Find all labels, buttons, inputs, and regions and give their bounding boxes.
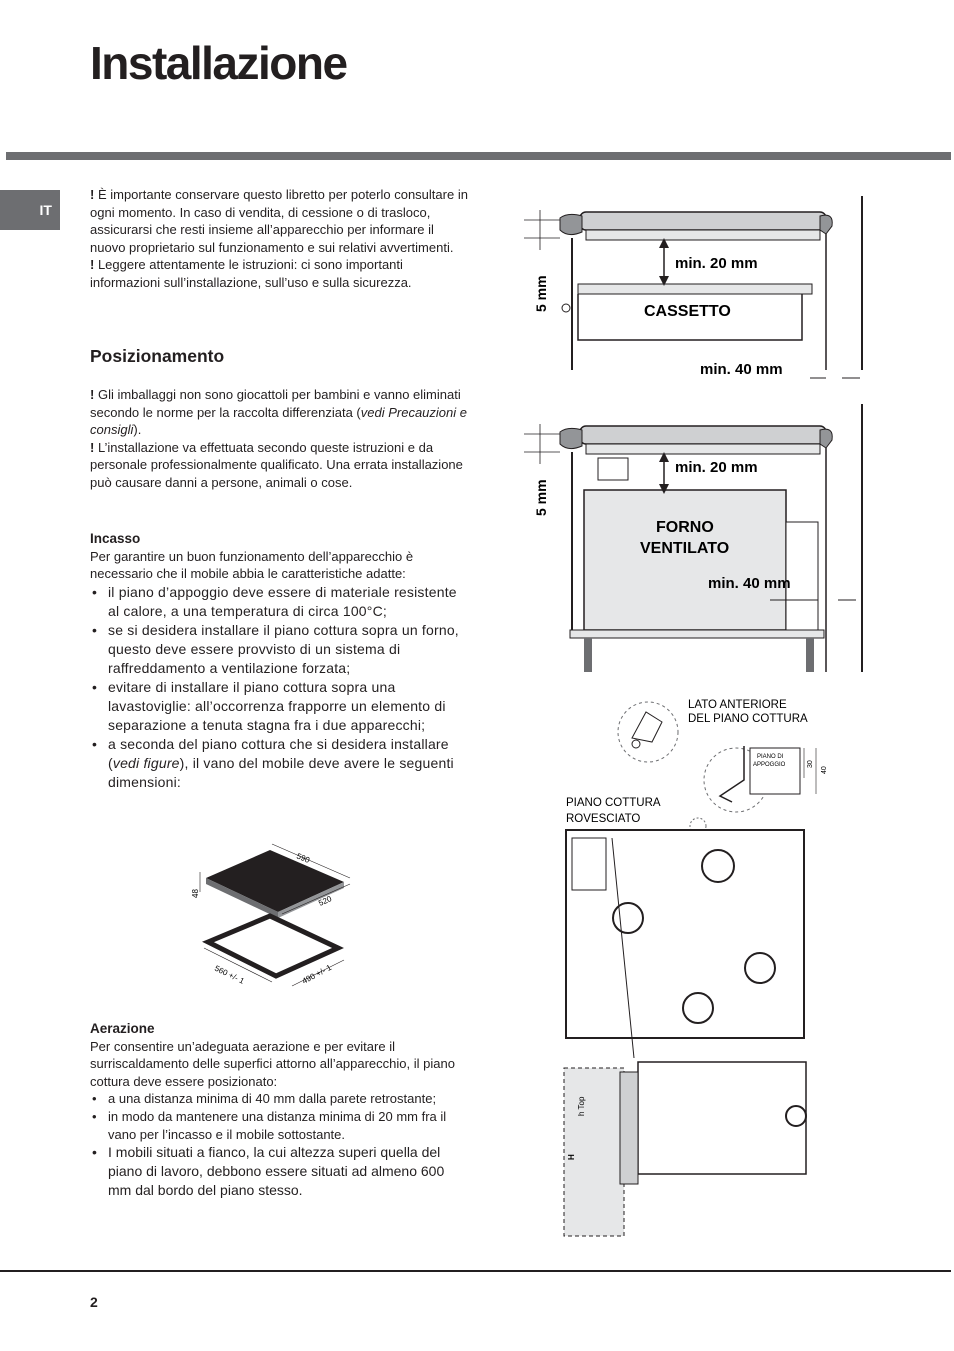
- subheading-incasso: Incasso: [90, 531, 141, 546]
- worktop-section: [564, 1068, 624, 1236]
- oven-back-gap: [786, 522, 818, 630]
- label-5mm-oven: 5 mm: [533, 479, 549, 516]
- gas-connector: [598, 458, 628, 480]
- warning-mark: !: [90, 187, 95, 202]
- positioning-paragraph-1: ! Gli imballaggi non sono giocattoli per bambini e vanno eliminati secondo le norme per la raccolta differenziata (vedi Precauzioni e consigli).: [90, 387, 467, 438]
- warning-mark: !: [90, 387, 95, 402]
- incasso-list: [90, 583, 468, 792]
- label-forno: FORNO: [656, 519, 714, 536]
- oven-installation-diagram: [520, 404, 860, 676]
- drawer-installation-diagram: [520, 190, 860, 390]
- label-min-20-oven: min. 20 mm: [675, 459, 758, 476]
- label-h: H: [567, 1154, 576, 1160]
- hob-underside: [586, 230, 820, 240]
- label-h-top: h Top: [577, 1096, 586, 1116]
- language-tab: IT: [0, 190, 60, 230]
- list-item: • il piano d’appoggio deve essere di materiale resistente al calore, a una temperatura di circa 100°C;: [90, 583, 468, 621]
- drawer-top: [578, 284, 812, 294]
- cutout-outline: [208, 916, 338, 976]
- intro-paragraph-1: ! È importante conservare questo libretto per poterlo consultare in ogni momento. In caso di vendita, di cessione o di trasloco, assicurarsi che resti insieme all’apparecchio per informare il nuovo proprietario sul funzionamento e sui relativi avvertimenti.: [90, 187, 468, 255]
- list-item: • I mobili situati a fianco, la cui altezza superi quella del piano di lavoro, debbono essere situati ad almeno 600 mm dal bordo del piano stesso.: [90, 1143, 468, 1200]
- oven-body: [584, 490, 786, 630]
- label-front-1: LATO ANTERIORE: [688, 699, 787, 711]
- incasso-block: [90, 530, 468, 792]
- label-ventilato: VENTILATO: [640, 540, 730, 557]
- dim-width: 590: [295, 851, 312, 865]
- label-5mm-drawer: 5 mm: [533, 275, 549, 312]
- worktop-left: [560, 214, 582, 234]
- cutout-dimension-figure: [192, 842, 372, 994]
- warning-mark: !: [90, 439, 95, 455]
- gas-valve-box: [572, 838, 606, 890]
- label-min-40-drawer: min. 40 mm: [700, 361, 783, 378]
- cabinet-leg: [584, 638, 592, 672]
- label-upside-2: ROVESCIATO: [566, 813, 641, 825]
- page-title: Installazione: [90, 37, 347, 89]
- label-cassetto: CASSETTO: [644, 303, 731, 320]
- hob-body: [580, 212, 826, 230]
- label-min-20-drawer: min. 20 mm: [675, 255, 758, 272]
- burner-underside: [745, 953, 775, 983]
- label-support-1: PIANO DI: [757, 754, 784, 760]
- worktop-right: [820, 215, 832, 234]
- positioning-block: [90, 386, 468, 492]
- cabinet-leg: [806, 638, 814, 672]
- list-item: • a seconda del piano cottura che si desidera installare (vedi figure), il vano del mobile deve avere le seguenti dimensioni:: [90, 735, 468, 792]
- reference-link: vedi Precauzioni e consigli: [90, 404, 467, 438]
- drawer-handle: [562, 304, 570, 312]
- section-title-posizionamento: Posizionamento: [90, 346, 225, 366]
- oven-shelf: [570, 630, 824, 638]
- burner-underside: [683, 993, 713, 1023]
- burner-underside: [702, 850, 734, 882]
- dim-height: 48: [191, 889, 200, 898]
- hob-underside: [586, 444, 820, 454]
- label-min-40-oven: min. 40 mm: [708, 575, 791, 592]
- list-item: • se si desidera installare il piano cottura sopra un forno, questo deve essere provvisto di un sistema di raffreddamento a ventilazione forzata;: [90, 621, 468, 678]
- incasso-intro: Per garantire un buon funzionamento dell’apparecchio è necessario che il mobile abbia le caratteristiche adatte:: [90, 548, 414, 582]
- clip-profile: [720, 746, 744, 802]
- worktop-right: [820, 429, 832, 448]
- bottom-rule: [0, 1270, 951, 1272]
- intro-paragraph-2: ! Leggere attentamente le istruzioni: ci sono importanti informazioni sull’installazione, sull’uso e sulla sicurezza.: [90, 257, 412, 290]
- label-support-2: APPOGGIO: [753, 762, 786, 768]
- aerazione-block: [90, 1020, 468, 1200]
- worktop-left: [560, 428, 582, 448]
- hob-section: [638, 1062, 806, 1174]
- dim-cutout-depth: 490 +/- 1: [300, 962, 334, 986]
- label-upside-1: PIANO COTTURA: [566, 797, 661, 809]
- intro-block: [90, 186, 468, 292]
- page-number: 2: [90, 1294, 98, 1310]
- dim-depth: 520: [317, 894, 334, 908]
- reference-link: vedi figure: [112, 754, 180, 771]
- aerazione-intro: Per consentire un’adeguata aerazione e per evitare il surriscaldamento delle superfici attorno all’apparecchio, il piano cottura deve essere posizionato:: [90, 1038, 455, 1089]
- burner-section: [786, 1106, 806, 1126]
- clip-detail: [632, 712, 662, 742]
- list-item: • evitare di installare il piano cottura sopra una lavastoviglie: all’occorrenza frapporre un elemento di separazione a tenuta stagna fra i due apparecchi;: [90, 678, 468, 735]
- aerazione-list: [90, 1090, 468, 1200]
- burner-underside: [613, 903, 643, 933]
- warning-mark: !: [90, 257, 95, 273]
- list-item: • in modo da mantenere una distanza minima di 20 mm fra il vano per l’incasso e il mobile sottostante.: [90, 1108, 468, 1143]
- list-item: • a una distanza minima di 40 mm dalla parete retrostante;: [90, 1090, 468, 1108]
- hob-mounting-diagram: [560, 692, 834, 1240]
- label-dim-30: 30: [807, 760, 814, 768]
- positioning-paragraph-2: ! L’installazione va effettuata secondo queste istruzioni e da personale professionalmente qualificato. Una errata installazione può causare danni a persone, animali o cose.: [90, 439, 463, 490]
- screw-detail: [632, 740, 640, 748]
- clip-section: [620, 1072, 638, 1184]
- title-rule: [6, 152, 951, 160]
- hob-body: [580, 426, 826, 444]
- label-dim-40: 40: [821, 766, 828, 774]
- dim-cutout-width: 560 +/- 1: [213, 963, 246, 986]
- subheading-aerazione: Aerazione: [90, 1021, 155, 1036]
- label-front-2: DEL PIANO COTTURA: [688, 713, 808, 725]
